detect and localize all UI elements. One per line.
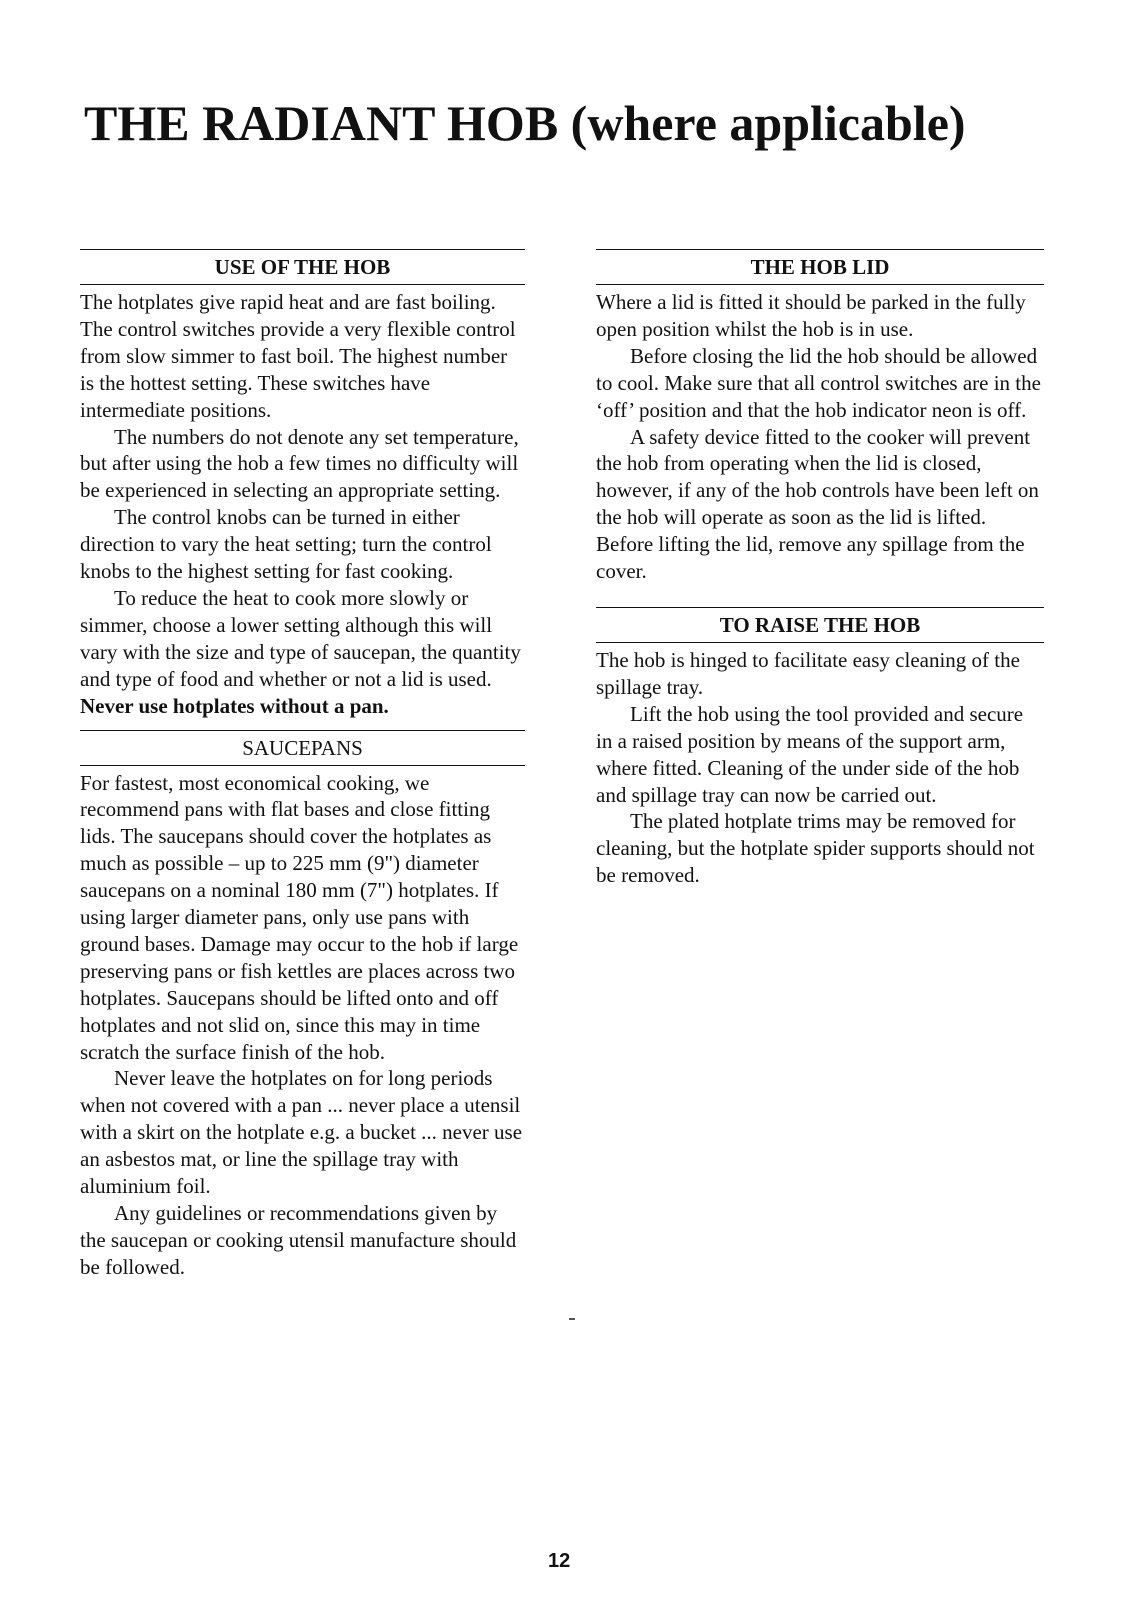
paragraph: For fastest, most economical cooking, we recommend pans with flat bases and close fitting lids. The saucepans should cover the hotplates as much as possible – up to 225 mm (9") diameter saucepans on a nominal 180 mm (7") hotplates. If using larger diameter pans, only use pans with ground bases. Damage may occur to the hob if large preserving pans or fish kettles are places across two hotplates. Saucepans should be lifted onto and off hotplates and not slid on, since this may in time scratch the surface finish of the hob. (80, 770, 519, 1064)
section-hob-lid (596, 249, 1044, 585)
paragraph: The hob is hinged to facilitate easy cleaning of the spillage tray. (596, 647, 1020, 699)
scan-mark (569, 1318, 575, 1320)
page-number: 12 (548, 1550, 571, 1572)
section-raise-hob (596, 607, 1044, 889)
right-column (596, 249, 1044, 899)
paragraph: The hotplates give rapid heat and are fast boiling. The control switches provide a very flexible control from slow simmer to fast boil. The highest number is the hottest setting. These switches have intermediate positions. (80, 290, 516, 422)
paragraph: Any guidelines or recommendations given by the saucepan or cooking utensil manufacture should be followed. (80, 1201, 517, 1279)
paragraph: The plated hotplate trims may be removed for cleaning, but the hotplate spider supports should not be removed. (596, 809, 1035, 888)
paragraph: Never leave the hotplates on for long periods when not covered with a pan ... never place a utensil with a skirt on the hotplate e.g. a bucket ... never use an asbestos mat, or line the spillage tray with aluminium foil. (80, 1066, 523, 1199)
section-heading-hob-lid: THE HOB LID (596, 249, 1044, 285)
paragraph: The control knobs can be turned in either direction to vary the heat setting; turn the control knobs to the highest setting for fast cooking. (80, 505, 492, 584)
page-title: THE RADIANT HOB (where applicable) (84, 95, 966, 151)
left-column (80, 249, 525, 1291)
section-use-of-hob (80, 249, 525, 720)
paragraph: The numbers do not denote any set temperature, but after using the hob a few times no difficulty will be experienced in selecting an appropriate setting. (80, 424, 519, 503)
section-heading-raise-hob: TO RAISE THE HOB (596, 607, 1044, 643)
warning-text: Never use hotplates without a pan. (80, 693, 389, 718)
paragraph: Lift the hob using the tool provided and secure in a raised position by means of the support arm, where fitted. Cleaning of the under side of the hob and spillage tray can now be carried out. (596, 701, 1024, 807)
section-saucepans (80, 730, 525, 1281)
paragraph: A safety device fitted to the cooker will prevent the hob from operating when the lid is closed, however, if any of the hob controls have been left on the hob will operate as soon as the lid is lifted. Before lifting the lid, remove any spillage from the cover. (596, 424, 1039, 584)
section-heading-use-of-hob: USE OF THE HOB (80, 249, 525, 285)
section-heading-saucepans: SAUCEPANS (80, 730, 525, 766)
paragraph: Where a lid is fitted it should be parked in the fully open position whilst the hob is in use. (596, 290, 1026, 341)
paragraph: To reduce the heat to cook more slowly or simmer, choose a lower setting although this will vary with the size and type of saucepan, the quantity and type of food and whether or not a lid is used. (80, 585, 521, 691)
paragraph: Before closing the lid the hob should be allowed to cool. Make sure that all control switches are in the ‘off’ position and that the hob indicator neon is off. (596, 343, 1041, 422)
